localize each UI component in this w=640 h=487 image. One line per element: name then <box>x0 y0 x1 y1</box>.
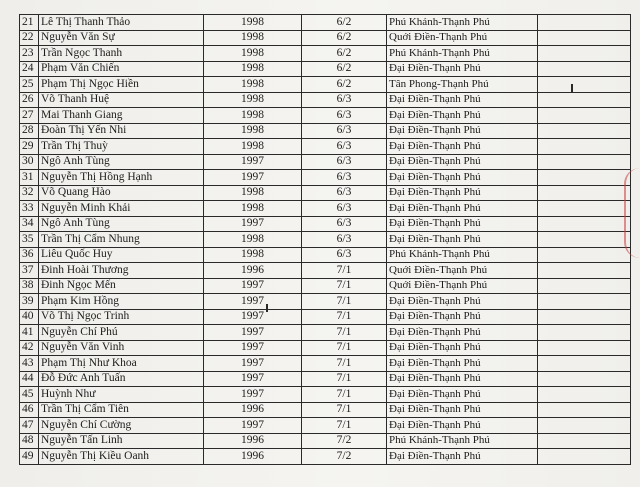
student-roster-table <box>19 14 631 465</box>
class-name: 6/3 <box>302 123 387 139</box>
row-number: 44 <box>20 371 39 387</box>
student-name: Nguyễn Thị Kiều Oanh <box>39 449 204 465</box>
table-row <box>20 108 631 124</box>
class-name: 7/1 <box>302 340 387 356</box>
table-row <box>20 247 631 263</box>
table-row <box>20 433 631 449</box>
student-name: Nguyễn Chí Phú <box>39 325 204 341</box>
address: Đại Điền-Thạnh Phú <box>387 371 538 387</box>
birth-year: 1998 <box>204 15 302 31</box>
row-number: 47 <box>20 418 39 434</box>
class-name: 6/3 <box>302 185 387 201</box>
row-number: 26 <box>20 92 39 108</box>
birth-year: 1997 <box>204 371 302 387</box>
address: Đại Điền-Thạnh Phú <box>387 356 538 372</box>
pen-mark <box>571 84 573 93</box>
row-number: 22 <box>20 30 39 46</box>
address: Đại Điền-Thạnh Phú <box>387 232 538 248</box>
table-row <box>20 309 631 325</box>
class-name: 7/1 <box>302 294 387 310</box>
address: Đại Điền-Thạnh Phú <box>387 108 538 124</box>
birth-year: 1997 <box>204 154 302 170</box>
blank-cell <box>538 433 631 449</box>
student-name: Nguyễn Văn Vinh <box>39 340 204 356</box>
student-name: Phạm Thị Ngọc Hiền <box>39 77 204 93</box>
row-number: 24 <box>20 61 39 77</box>
blank-cell <box>538 123 631 139</box>
class-name: 6/3 <box>302 170 387 186</box>
pen-mark <box>266 304 268 312</box>
student-name: Nguyễn Thị Hồng Hạnh <box>39 170 204 186</box>
row-number: 46 <box>20 402 39 418</box>
address: Đại Điền-Thạnh Phú <box>387 340 538 356</box>
table-row <box>20 185 631 201</box>
student-name: Trần Thị Thuỳ <box>39 139 204 155</box>
birth-year: 1998 <box>204 46 302 62</box>
row-number: 41 <box>20 325 39 341</box>
address: Đại Điền-Thạnh Phú <box>387 185 538 201</box>
class-name: 6/3 <box>302 216 387 232</box>
blank-cell <box>538 309 631 325</box>
table-row <box>20 154 631 170</box>
birth-year: 1997 <box>204 309 302 325</box>
student-name: Liêu Quốc Huy <box>39 247 204 263</box>
blank-cell <box>538 61 631 77</box>
birth-year: 1998 <box>204 139 302 155</box>
table-row <box>20 30 631 46</box>
table-row <box>20 123 631 139</box>
class-name: 6/3 <box>302 247 387 263</box>
blank-cell <box>538 325 631 341</box>
blank-cell <box>538 92 631 108</box>
student-name: Lê Thị Thanh Thảo <box>39 15 204 31</box>
birth-year: 1998 <box>204 61 302 77</box>
row-number: 21 <box>20 15 39 31</box>
address: Đại Điền-Thạnh Phú <box>387 61 538 77</box>
row-number: 34 <box>20 216 39 232</box>
row-number: 33 <box>20 201 39 217</box>
table-row <box>20 449 631 465</box>
row-number: 29 <box>20 139 39 155</box>
row-number: 36 <box>20 247 39 263</box>
table-row <box>20 15 631 31</box>
blank-cell <box>538 371 631 387</box>
student-name: Mai Thanh Giang <box>39 108 204 124</box>
blank-cell <box>538 108 631 124</box>
blank-cell <box>538 139 631 155</box>
address: Đại Điền-Thạnh Phú <box>387 418 538 434</box>
student-name: Trần Thị Cẩm Tiên <box>39 402 204 418</box>
birth-year: 1997 <box>204 418 302 434</box>
table-row <box>20 294 631 310</box>
student-name: Phạm Văn Chiến <box>39 61 204 77</box>
address: Phú Khánh-Thạnh Phú <box>387 247 538 263</box>
table-row <box>20 201 631 217</box>
address: Đại Điền-Thạnh Phú <box>387 325 538 341</box>
red-stamp-edge <box>624 168 640 258</box>
row-number: 27 <box>20 108 39 124</box>
birth-year: 1996 <box>204 449 302 465</box>
blank-cell <box>538 263 631 279</box>
birth-year: 1998 <box>204 185 302 201</box>
table-row <box>20 92 631 108</box>
class-name: 6/3 <box>302 232 387 248</box>
birth-year: 1997 <box>204 387 302 403</box>
class-name: 7/1 <box>302 402 387 418</box>
student-name: Trần Thị Cẩm Nhung <box>39 232 204 248</box>
class-name: 6/2 <box>302 15 387 31</box>
address: Đại Điền-Thạnh Phú <box>387 139 538 155</box>
blank-cell <box>538 294 631 310</box>
address: Quới Điền-Thạnh Phú <box>387 263 538 279</box>
class-name: 6/2 <box>302 61 387 77</box>
class-name: 7/1 <box>302 418 387 434</box>
birth-year: 1998 <box>204 30 302 46</box>
student-name: Đoàn Thị Yến Nhi <box>39 123 204 139</box>
class-name: 7/1 <box>302 371 387 387</box>
blank-cell <box>538 185 631 201</box>
student-name: Nguyễn Minh Khải <box>39 201 204 217</box>
blank-cell <box>538 30 631 46</box>
table-row <box>20 402 631 418</box>
birth-year: 1997 <box>204 340 302 356</box>
address: Đại Điền-Thạnh Phú <box>387 402 538 418</box>
address: Đại Điền-Thạnh Phú <box>387 449 538 465</box>
blank-cell <box>538 278 631 294</box>
row-number: 45 <box>20 387 39 403</box>
address: Đại Điền-Thạnh Phú <box>387 92 538 108</box>
table-row <box>20 356 631 372</box>
student-name: Đỗ Đức Anh Tuấn <box>39 371 204 387</box>
row-number: 49 <box>20 449 39 465</box>
birth-year: 1998 <box>204 232 302 248</box>
blank-cell <box>538 15 631 31</box>
birth-year: 1997 <box>204 325 302 341</box>
address: Đại Điền-Thạnh Phú <box>387 216 538 232</box>
blank-cell <box>538 216 631 232</box>
table-row <box>20 278 631 294</box>
student-name: Trần Ngọc Thanh <box>39 46 204 62</box>
student-name: Huỳnh Như <box>39 387 204 403</box>
class-name: 6/2 <box>302 30 387 46</box>
student-name: Đinh Hoài Thương <box>39 263 204 279</box>
blank-cell <box>538 356 631 372</box>
student-name: Võ Thị Ngọc Trinh <box>39 309 204 325</box>
address: Quới Điền-Thạnh Phú <box>387 278 538 294</box>
table-row <box>20 263 631 279</box>
address: Đại Điền-Thạnh Phú <box>387 123 538 139</box>
student-name: Đinh Ngọc Mến <box>39 278 204 294</box>
table-row <box>20 77 631 93</box>
class-name: 6/3 <box>302 139 387 155</box>
birth-year: 1998 <box>204 247 302 263</box>
table-row <box>20 232 631 248</box>
blank-cell <box>538 387 631 403</box>
birth-year: 1998 <box>204 92 302 108</box>
birth-year: 1996 <box>204 263 302 279</box>
address: Tân Phong-Thạnh Phú <box>387 77 538 93</box>
address: Quới Điền-Thạnh Phú <box>387 30 538 46</box>
blank-cell <box>538 418 631 434</box>
birth-year: 1996 <box>204 433 302 449</box>
blank-cell <box>538 46 631 62</box>
student-name: Nguyễn Chí Cường <box>39 418 204 434</box>
row-number: 25 <box>20 77 39 93</box>
blank-cell <box>538 449 631 465</box>
row-number: 40 <box>20 309 39 325</box>
roster-body <box>20 15 631 465</box>
blank-cell <box>538 402 631 418</box>
table-row <box>20 216 631 232</box>
birth-year: 1998 <box>204 77 302 93</box>
birth-year: 1998 <box>204 123 302 139</box>
blank-cell <box>538 170 631 186</box>
address: Phú Khánh-Thạnh Phú <box>387 15 538 31</box>
student-name: Nguyễn Tấn Linh <box>39 433 204 449</box>
student-name: Phạm Thị Như Khoa <box>39 356 204 372</box>
class-name: 6/3 <box>302 92 387 108</box>
row-number: 37 <box>20 263 39 279</box>
row-number: 30 <box>20 154 39 170</box>
row-number: 39 <box>20 294 39 310</box>
row-number: 23 <box>20 46 39 62</box>
row-number: 42 <box>20 340 39 356</box>
blank-cell <box>538 247 631 263</box>
blank-cell <box>538 340 631 356</box>
address: Phú Khánh-Thạnh Phú <box>387 433 538 449</box>
row-number: 43 <box>20 356 39 372</box>
class-name: 7/2 <box>302 433 387 449</box>
address: Đại Điền-Thạnh Phú <box>387 201 538 217</box>
address: Phú Khánh-Thạnh Phú <box>387 46 538 62</box>
birth-year: 1997 <box>204 170 302 186</box>
table-row <box>20 418 631 434</box>
address: Đại Điền-Thạnh Phú <box>387 154 538 170</box>
blank-cell <box>538 77 631 93</box>
class-name: 7/1 <box>302 278 387 294</box>
table-row <box>20 371 631 387</box>
student-name: Ngô Anh Tùng <box>39 216 204 232</box>
row-number: 32 <box>20 185 39 201</box>
row-number: 28 <box>20 123 39 139</box>
class-name: 6/3 <box>302 108 387 124</box>
class-name: 6/3 <box>302 154 387 170</box>
student-name: Phạm Kim Hồng <box>39 294 204 310</box>
address: Đại Điền-Thạnh Phú <box>387 294 538 310</box>
blank-cell <box>538 201 631 217</box>
table-row <box>20 139 631 155</box>
table-row <box>20 46 631 62</box>
blank-cell <box>538 154 631 170</box>
class-name: 6/3 <box>302 201 387 217</box>
table-row <box>20 61 631 77</box>
row-number: 31 <box>20 170 39 186</box>
row-number: 38 <box>20 278 39 294</box>
birth-year: 1997 <box>204 294 302 310</box>
birth-year: 1997 <box>204 356 302 372</box>
row-number: 35 <box>20 232 39 248</box>
birth-year: 1997 <box>204 216 302 232</box>
table-row <box>20 340 631 356</box>
table-row <box>20 387 631 403</box>
student-name: Võ Quang Hào <box>39 185 204 201</box>
class-name: 7/1 <box>302 387 387 403</box>
class-name: 7/1 <box>302 325 387 341</box>
address: Đại Điền-Thạnh Phú <box>387 309 538 325</box>
class-name: 6/2 <box>302 77 387 93</box>
class-name: 7/1 <box>302 356 387 372</box>
birth-year: 1998 <box>204 108 302 124</box>
birth-year: 1998 <box>204 201 302 217</box>
blank-cell <box>538 232 631 248</box>
address: Đại Điền-Thạnh Phú <box>387 170 538 186</box>
address: Đại Điền-Thạnh Phú <box>387 387 538 403</box>
class-name: 6/2 <box>302 46 387 62</box>
table-row <box>20 170 631 186</box>
class-name: 7/1 <box>302 263 387 279</box>
birth-year: 1997 <box>204 278 302 294</box>
table-row <box>20 325 631 341</box>
student-name: Võ Thanh Huệ <box>39 92 204 108</box>
row-number: 48 <box>20 433 39 449</box>
student-name: Nguyễn Văn Sự <box>39 30 204 46</box>
birth-year: 1996 <box>204 402 302 418</box>
student-name: Ngô Anh Tùng <box>39 154 204 170</box>
class-name: 7/1 <box>302 309 387 325</box>
class-name: 7/2 <box>302 449 387 465</box>
